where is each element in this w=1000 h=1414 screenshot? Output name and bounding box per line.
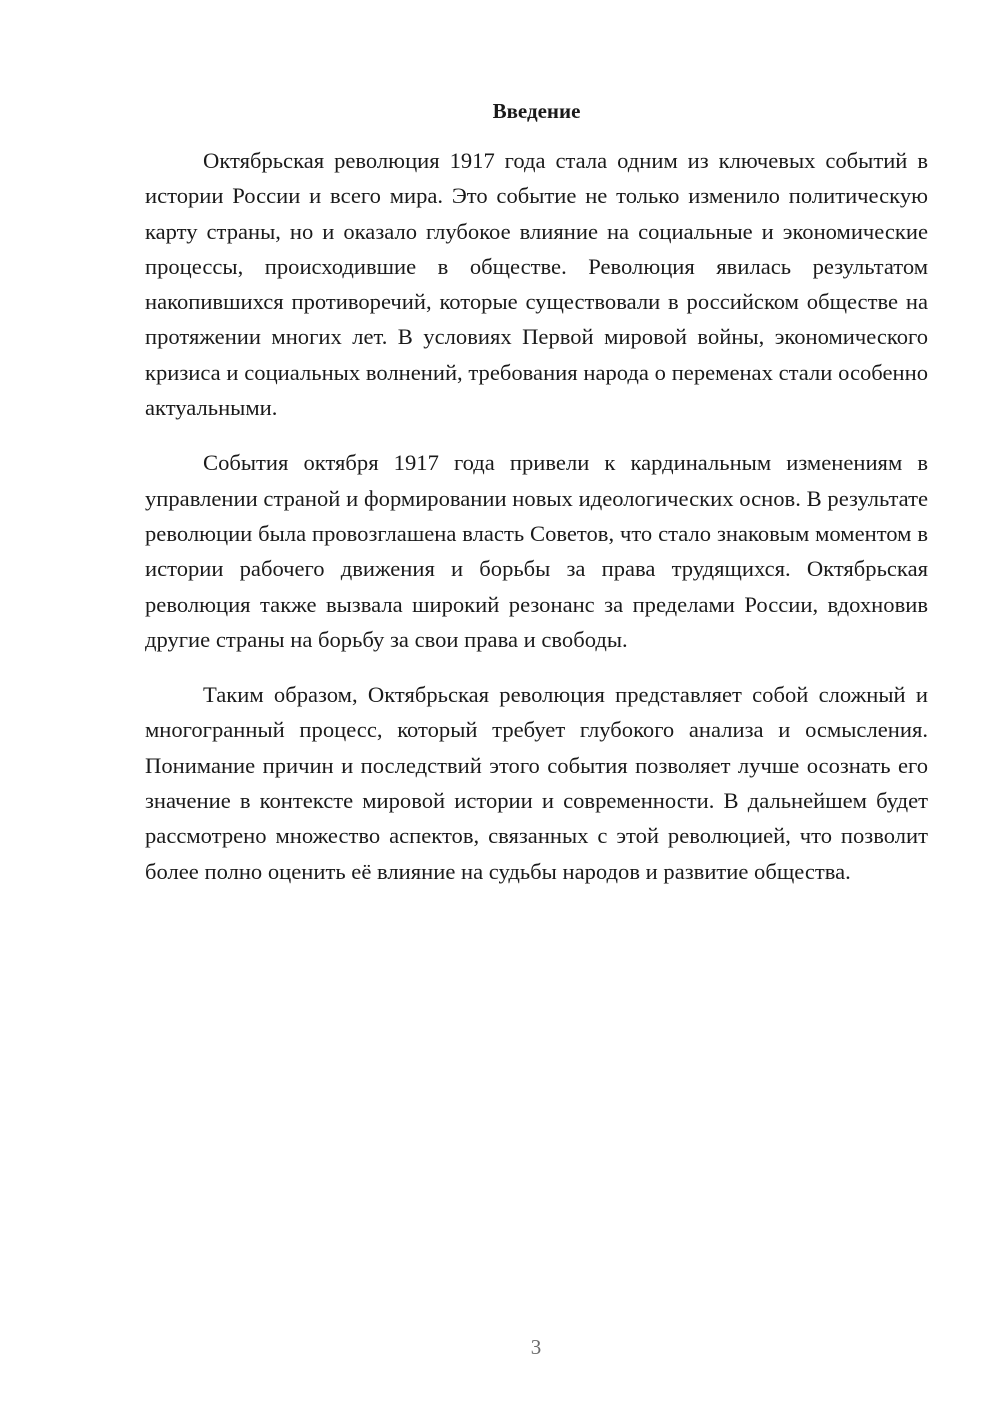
section-title: Введение [492,99,581,123]
paragraph-1: Октябрьская революция 1917 года стала одним из ключевых событий в истории России и всего мира. Это событие не только изменило политическую карту страны, но и оказало глубокое влияние на социальные и экономические процессы, происходившие в обществе. Революция явилась результатом накопившихся противоречий, которые существовали в российском обществе на протяжении многих лет. В условиях Первой мировой войны, экономического кризиса и социальных волнений, требования народа о переменах стали особенно актуальными. [145,148,928,421]
paragraph-3: Таким образом, Октябрьская революция представляет собой сложный и многогранный процесс, который требует глубокого анализа и осмысления. Понимание причин и последствий этого события позволяет лучше осознать его значение в контексте мировой истории и современности. В дальнейшем будет рассмотрено множество аспектов, связанных с этой революцией, что позволит более полно оценить её влияние на судьбы народов и развитие общества. [145,682,928,884]
body-text [145,143,928,909]
paragraph-2: События октября 1917 года привели к кардинальным изменениям в управлении страной и формировании новых идеологических основ. В результате революции была провозглашена власть Советов, что стало знаковым моментом в истории рабочего движения и борьбы за права трудящихся. Октябрьская революция также вызвала широкий резонанс за пределами России, вдохновив другие страны на борьбу за свои права и свободы. [145,450,928,652]
page-number: 3 [530,1335,542,1359]
